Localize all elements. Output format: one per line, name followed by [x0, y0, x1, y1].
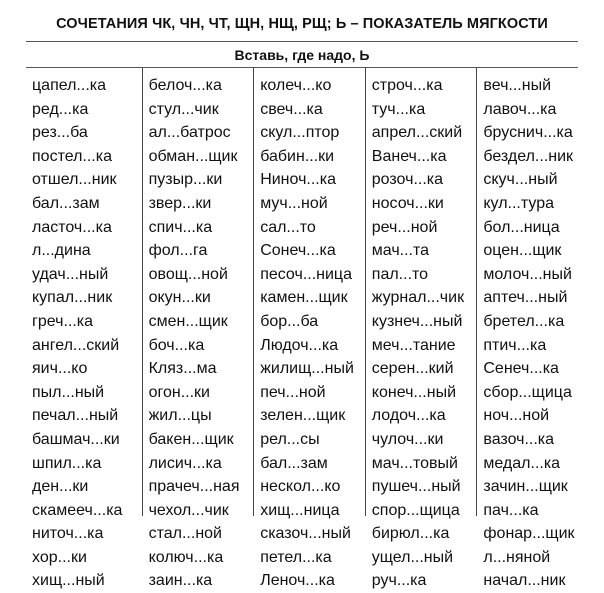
- word-item: купал...ник: [32, 289, 113, 307]
- word-item: ласточ...ка: [32, 218, 112, 236]
- word-column-2: [142, 68, 254, 590]
- word-item: пыл...ный: [32, 383, 105, 401]
- word-item: хищ...ный: [32, 572, 105, 590]
- word-item: удач...ный: [32, 265, 109, 283]
- word-item: ал...батрос: [148, 124, 231, 142]
- word-item: пач...ка: [483, 501, 539, 519]
- word-item: обман...щик: [148, 147, 238, 165]
- word-item: серен...кий: [371, 360, 454, 378]
- page-title: СОЧЕТАНИЯ ЧК, ЧН, ЧТ, ЩН, НЩ, РЩ; Ь – ПОКАЗАТЕЛЬ МЯГКОСТИ: [56, 16, 548, 32]
- word-item: вазоч...ка: [483, 430, 555, 448]
- word-item: окун...ки: [148, 289, 211, 307]
- word-item: лавоч...ка: [483, 100, 557, 118]
- word-item: апрел...ский: [371, 124, 463, 142]
- word-item: спич...ка: [148, 218, 213, 236]
- word-item: фонар...щик: [483, 525, 575, 543]
- word-item: пушеч...ный: [371, 478, 461, 496]
- word-item: бал...зам: [260, 454, 328, 472]
- word-item: л...няной: [483, 548, 551, 566]
- word-item: лодоч...ка: [371, 407, 446, 425]
- word-item: лисич...ка: [148, 454, 222, 472]
- word-item: кул...тура: [483, 194, 554, 212]
- word-item: журнал...чик: [371, 289, 465, 307]
- word-item: пал...то: [371, 265, 429, 283]
- word-item: отшел...ник: [32, 171, 117, 189]
- title-divider: [26, 41, 578, 42]
- word-item: бол...ница: [483, 218, 560, 236]
- word-item: аптеч...ный: [483, 289, 568, 307]
- word-item: фол...га: [148, 242, 208, 260]
- word-item: заин...ка: [148, 572, 213, 590]
- word-item: бакен...щик: [148, 430, 234, 448]
- word-item: жилищ...ный: [260, 360, 354, 378]
- word-item: сал...то: [260, 218, 316, 236]
- word-item: рел...сы: [260, 430, 320, 448]
- word-item: колеч...ко: [260, 77, 332, 94]
- word-item: песоч...ница: [260, 265, 352, 283]
- word-item: л...дина: [32, 242, 91, 260]
- word-item: Леноч...ка: [260, 572, 335, 590]
- word-column-3: [253, 68, 365, 590]
- word-item: белоч...ка: [148, 77, 222, 94]
- word-item: молоч...ный: [483, 265, 572, 283]
- word-item: реч...ной: [371, 218, 438, 236]
- word-item: хищ...ница: [260, 501, 340, 519]
- word-item: яич...ко: [32, 360, 88, 378]
- word-item: ангел...ский: [32, 336, 120, 354]
- word-item: бездел...ник: [483, 147, 574, 165]
- word-item: туч...ка: [371, 100, 426, 118]
- word-item: зелен...щик: [260, 407, 346, 425]
- word-item: нескол...ко: [260, 478, 341, 496]
- word-item: стал...ной: [148, 525, 222, 543]
- word-item: петел...ка: [260, 548, 332, 566]
- word-item: строч...ка: [371, 77, 443, 94]
- word-item: меч...тание: [371, 336, 456, 354]
- word-item: пузыр...ки: [148, 171, 223, 189]
- word-item: кузнеч...ный: [371, 312, 463, 330]
- word-item: оцен...щик: [483, 242, 562, 260]
- word-item: овощ...ной: [148, 265, 228, 283]
- word-item: шпил...ка: [32, 454, 102, 472]
- word-item: стул...чик: [148, 100, 219, 118]
- word-column-4: [365, 68, 477, 590]
- word-item: цапел...ка: [32, 77, 107, 94]
- word-item: бор...ба: [260, 312, 319, 330]
- word-item: руч...ка: [371, 572, 427, 590]
- word-item: носоч...ки: [371, 194, 444, 212]
- word-item: спор...щица: [371, 501, 460, 519]
- word-item: греч...ка: [32, 312, 94, 330]
- word-item: ниточ...ка: [32, 525, 104, 543]
- word-item: начал...ник: [483, 572, 566, 590]
- word-item: прачеч...ная: [148, 478, 240, 496]
- word-item: Сонеч...ка: [260, 242, 336, 260]
- word-item: Ниноч...ка: [260, 171, 336, 189]
- word-item: бирюл...ка: [371, 525, 450, 543]
- word-item: сбор...щица: [483, 383, 572, 401]
- word-item: веч...ный: [483, 77, 552, 94]
- word-item: бал...зам: [32, 194, 100, 212]
- word-item: Людоч...ка: [260, 336, 339, 354]
- word-item: жил...цы: [148, 407, 212, 425]
- word-item: свеч...ка: [260, 100, 323, 118]
- word-item: мач...та: [371, 242, 430, 260]
- word-item: рез...ба: [32, 124, 88, 142]
- word-item: ущел...ный: [371, 548, 454, 566]
- instruction-subtitle: Вставь, где надо, Ь: [234, 47, 370, 63]
- word-item: конеч...ный: [371, 383, 457, 401]
- word-item: птич...ка: [483, 336, 547, 354]
- word-item: бретел...ка: [483, 312, 565, 330]
- word-item: хор...ки: [32, 548, 87, 566]
- word-item: постел...ка: [32, 147, 112, 165]
- word-item: камен...щик: [260, 289, 348, 307]
- word-item: мач...товый: [371, 454, 458, 472]
- word-item: чулоч...ки: [371, 430, 444, 448]
- word-item: бабин...ки: [260, 147, 335, 165]
- word-item: Ванеч...ка: [371, 147, 447, 165]
- word-item: медал...ка: [483, 454, 561, 472]
- word-item: Сенеч...ка: [483, 360, 559, 378]
- word-item: смен...щик: [148, 312, 228, 330]
- word-item: ден...ки: [32, 478, 89, 496]
- word-column-5: [476, 68, 588, 590]
- word-item: скул...птор: [260, 124, 340, 142]
- word-item: огон...ки: [148, 383, 210, 401]
- word-item: скуч...ный: [483, 171, 558, 189]
- word-item: печал...ный: [32, 407, 119, 425]
- word-item: чехол...чик: [148, 501, 229, 519]
- word-item: печ...ной: [260, 383, 326, 401]
- word-item: звер...ки: [148, 194, 212, 212]
- word-item: ред...ка: [32, 100, 89, 118]
- word-item: Кляз...ма: [148, 360, 217, 378]
- word-table: [30, 68, 588, 590]
- word-item: скамееч...ка: [32, 501, 123, 519]
- word-item: сказоч...ный: [260, 525, 351, 543]
- word-item: боч...ка: [148, 336, 205, 354]
- word-column-1: [30, 68, 142, 590]
- word-item: ноч...ной: [483, 407, 550, 425]
- word-item: бруснич...ка: [483, 124, 573, 142]
- word-item: колюч...ка: [148, 548, 224, 566]
- word-item: розоч...ка: [371, 171, 444, 189]
- word-item: зачин...щик: [483, 478, 568, 496]
- word-item: муч...ной: [260, 194, 328, 212]
- word-item: башмач...ки: [32, 430, 120, 448]
